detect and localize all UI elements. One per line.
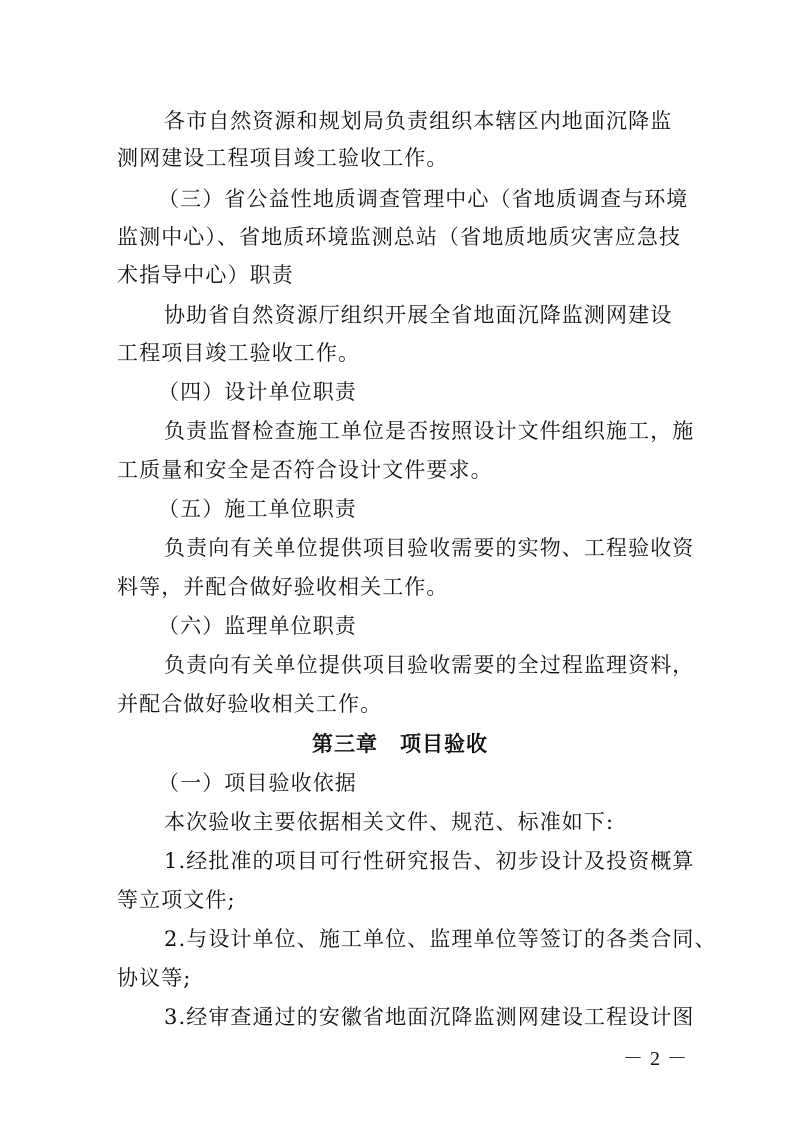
list-item-line: 2.与设计单位、施工单位、监理单位等签订的各类合同、 [164, 927, 717, 951]
paragraph-line: 本次验收主要依据相关文件、规范、标准如下: [164, 810, 615, 834]
paragraph-line: 负责监督检查施工单位是否按照设计文件组织施工，施 [164, 419, 695, 443]
list-item-line: 3.经审查通过的安徽省地面沉降监测网建设工程设计图 [164, 1005, 695, 1029]
section-heading-4: （四）设计单位职责 [158, 380, 357, 404]
chapter-heading: 第三章 项目验收 [312, 732, 488, 756]
page-number: － 2 － [623, 1048, 688, 1070]
paragraph-line: 负责向有关单位提供项目验收需要的全过程监理资料， [164, 653, 695, 677]
paragraph-line: 协助省自然资源厅组织开展全省地面沉降监测网建设 [164, 303, 673, 327]
paragraph-line: 工程项目竣工验收工作。 [117, 341, 361, 365]
paragraph-line: 负责向有关单位提供项目验收需要的实物、工程验收资 [164, 536, 695, 560]
paragraph-line: 术指导中心）职责 [117, 263, 294, 287]
paragraph-line: 工质量和安全是否符合设计文件要求。 [117, 458, 493, 482]
paragraph-line: 等立项文件; [117, 888, 236, 912]
list-item-line: 1.经批准的项目可行性研究报告、初步设计及投资概算 [164, 849, 695, 873]
section-heading-6: （六）监理单位职责 [158, 614, 357, 638]
section-heading-1: （一）项目验收依据 [158, 771, 357, 795]
paragraph-line: 料等，并配合做好验收相关工作。 [117, 575, 449, 599]
paragraph-line: 监测中心）、省地质环境监测总站（省地质地质灾害应急技 [117, 225, 682, 249]
paragraph-line: 协议等; [117, 966, 192, 990]
paragraph-line: 各市自然资源和规划局负责组织本辖区内地面沉降监 [164, 109, 673, 133]
section-heading-5: （五）施工单位职责 [158, 497, 357, 521]
section-heading-3: （三）省公益性地质调查管理中心（省地质调查与环境 [158, 187, 689, 211]
paragraph-line: 并配合做好验收相关工作。 [117, 692, 383, 716]
paragraph-line: 测网建设工程项目竣工验收工作。 [117, 146, 449, 170]
